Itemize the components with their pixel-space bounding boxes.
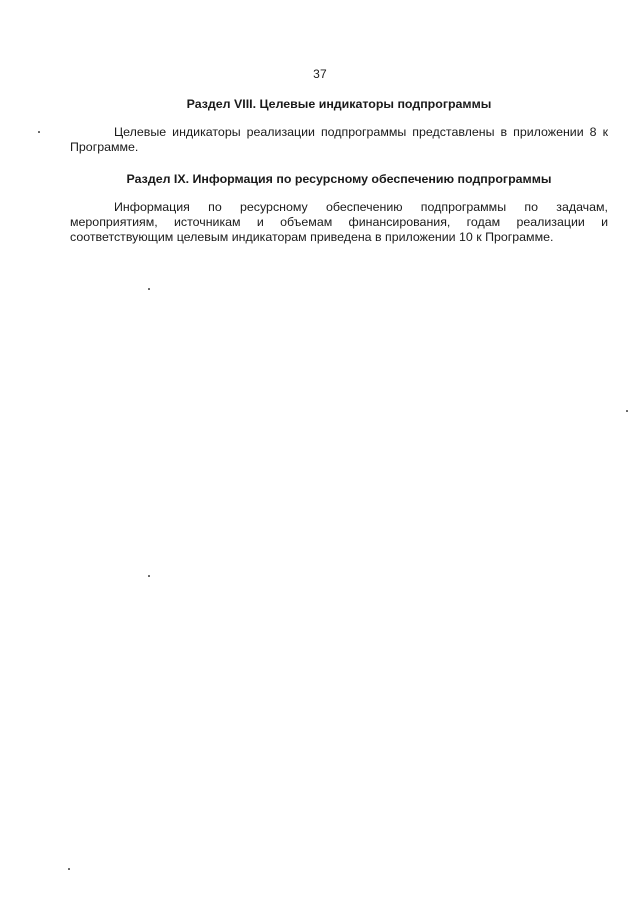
scan-speck: [148, 288, 150, 290]
scan-speck: [626, 410, 628, 412]
section-viii-title: Раздел VIII. Целевые индикаторы подпрограммы: [186, 97, 492, 111]
page-number: 37: [313, 67, 327, 81]
section-ix: [70, 171, 608, 245]
scan-speck: [38, 131, 40, 133]
scan-speck: [148, 575, 150, 577]
section-viii: [70, 96, 608, 155]
section-viii-paragraph: Целевые индикаторы реализации подпрограммы представлены в приложении 8 к Программе.: [70, 125, 608, 154]
scan-speck: [68, 868, 70, 870]
section-ix-paragraph: Информация по ресурсному обеспечению подпрограммы по задачам, мероприятиям, источникам и объемам финансирования, годам реализации и соответствующим целевым индикаторам приведена в приложении 10 к Программе.: [70, 200, 608, 244]
section-ix-title: Раздел IX. Информация по ресурсному обеспечению подпрограммы: [126, 172, 552, 186]
